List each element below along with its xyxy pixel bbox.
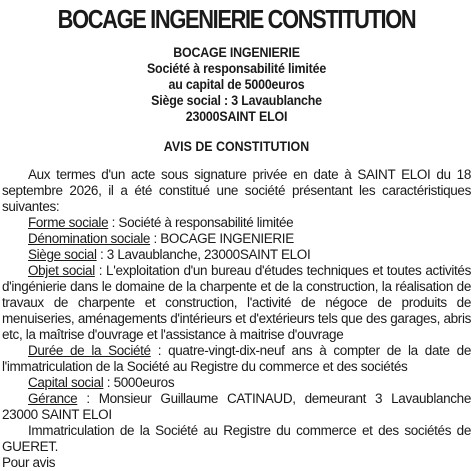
field-value: : quatre-vingt-dix-neuf ans à compter de la date de l'immatriculation de la Société au Registre du commerce et des sociétés <box>2 343 471 374</box>
field-value: : Monsieur Guillaume CATINAUD, demeurant 3 Lavaublanche 23000 SAINT ELOI <box>2 391 471 422</box>
registered-office: Siège social : 3 Lavaublanche <box>151 93 322 108</box>
field-legal-form <box>2 215 471 231</box>
capital-line: au capital de 5000euros <box>168 77 305 92</box>
field-corporate-purpose <box>2 263 471 343</box>
company-name: BOCAGE INGENIERIE <box>173 45 300 60</box>
field-label: Objet social <box>28 263 95 278</box>
field-label: Dénomination sociale <box>28 231 151 246</box>
signoff: Pour avis <box>2 455 56 470</box>
field-registered-office <box>2 247 471 263</box>
field-value: : L'exploitation d'un bureau d'études techniques et toutes activités d'ingénierie dans le domaine de la charpente et de la construction, la réalisation de travaux de charpente et construction, l'activité de négoce de produits de menuiseries, aménagements d'intérieurs et d'extérieurs tels que des garages, abris etc, la maîtrise d'ouvrage et l'assistance à maitrise d'ouvrage <box>2 263 471 342</box>
field-label: Forme sociale <box>28 215 109 230</box>
city-line: 23000SAINT ELOI <box>185 109 288 124</box>
field-value: : 3 Lavaublanche, 23000SAINT ELOI <box>96 247 311 262</box>
field-label: Gérance <box>28 391 78 406</box>
field-duration <box>2 343 471 375</box>
field-value: : BOCAGE INGENIERIE <box>150 231 294 246</box>
legal-form: Société à responsabilité limitée <box>146 61 327 76</box>
field-value: : 5000euros <box>103 375 175 390</box>
field-share-capital <box>2 375 471 391</box>
registration-paragraph: Immatriculation de la Société au Registre du commerce et des sociétés de GUERET. <box>2 423 471 454</box>
field-label: Capital social <box>28 375 104 390</box>
field-management <box>2 391 471 423</box>
company-header <box>2 45 471 125</box>
notice-headline: BOCAGE INGENIERIE CONSTITUTION <box>57 4 416 34</box>
field-label: Durée de la Société <box>28 343 151 358</box>
field-value: : Société à responsabilité limitée <box>108 215 294 230</box>
intro-paragraph: Aux termes d'un acte sous signature privée en date à SAINT ELOI du 18 septembre 2026, il a été constitué une société présentant les caractéristiques suivantes: <box>2 167 471 214</box>
notice-type-title: AVIS DE CONSTITUTION <box>163 139 310 154</box>
field-company-name <box>2 231 471 247</box>
notice-body <box>2 167 471 471</box>
field-label: Siège social <box>28 247 97 262</box>
